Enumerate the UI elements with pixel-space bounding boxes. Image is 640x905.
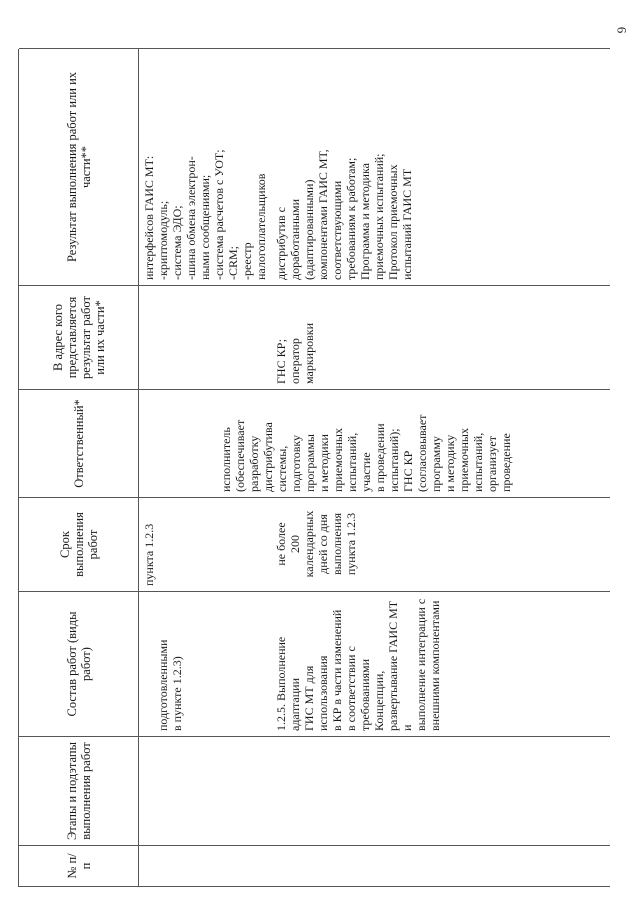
cont-result-cell <box>142 48 268 285</box>
cell-line: испытаний, <box>471 432 485 492</box>
cell-line: выполнения <box>330 512 344 576</box>
column-divider <box>139 845 610 886</box>
cell-line: интерфейсов ГАИС МТ: <box>142 155 156 280</box>
header-responsible: Ответственный* <box>19 389 139 497</box>
cell-line: оператор <box>288 338 302 384</box>
cell-line: дней со дня <box>316 514 330 574</box>
cell-line: проведение <box>499 433 513 492</box>
cell-line: испытаний ГАИС МТ <box>400 168 414 280</box>
cell-line: исполнитель <box>219 427 233 492</box>
cell-line: Программа и методика <box>358 163 372 280</box>
cell-line: -криптомодуль; <box>156 200 170 280</box>
cell-line: дистрибутива <box>261 422 275 492</box>
cell-line: налогоплательщиков <box>254 173 268 280</box>
cell-line: выполнение интеграции с <box>414 598 428 731</box>
cell-line: программу <box>429 436 443 492</box>
cell-line: -шина обмена электрон- <box>184 156 198 280</box>
cell-line: -система ЭДО; <box>170 205 184 280</box>
cell-line: развертывание ГАИС МТ и <box>386 600 414 731</box>
cell-line: требованиями Концепции, <box>358 658 386 731</box>
cell-line: (согласовывает <box>415 414 429 492</box>
cell-line: приемочных <box>457 428 471 492</box>
header-deadline: Срок выполнения работ <box>19 497 139 591</box>
cell-line: приемочных испытаний; <box>372 153 386 280</box>
row-125-works-cell <box>274 591 442 736</box>
cell-line: (адаптированными) <box>302 179 316 280</box>
cell-line: в КР в части изменений <box>330 609 344 731</box>
cell-line: пункта 1.2.3 <box>142 523 156 586</box>
cont-deadline-cell <box>142 497 156 591</box>
header-recipient: В адрес кого представляется результат работ или их части* <box>19 285 139 389</box>
cell-line: программы <box>303 434 317 492</box>
row-125-deadline-cell <box>274 497 358 591</box>
cell-line: подготовку <box>289 434 303 492</box>
cell-line: не более <box>274 522 288 566</box>
header-stages: Этапы и подэтапы выполнения работ <box>19 736 139 845</box>
cell-line: ными сообщениями; <box>198 174 212 280</box>
header-works: Состав работ (виды работ) <box>19 591 139 736</box>
cell-line: -CRM; <box>226 245 240 280</box>
column-divider <box>139 736 610 845</box>
cell-line: подготовленными <box>156 639 170 731</box>
cell-line: компонентами ГАИС МТ, <box>316 149 330 280</box>
cell-line: 200 календарных <box>288 510 316 578</box>
cell-line: системы, <box>275 445 289 492</box>
cell-line: и методику <box>443 434 457 492</box>
cell-line: в пункте 1.2.3) <box>170 656 184 731</box>
cell-line: испытаний); <box>387 428 401 492</box>
cell-line: в проведении <box>373 423 387 492</box>
cell-line: пункта 1.2.3 <box>344 512 358 576</box>
cell-line: испытаний, участие <box>345 432 373 492</box>
cell-line: организует <box>485 436 499 492</box>
cont-works-cell <box>156 591 184 736</box>
row-125-recipient-cell <box>274 285 316 389</box>
cell-line: доработанными <box>288 198 302 280</box>
cell-line: -реестр <box>240 242 254 280</box>
header-result: Результат выполнения работ или их части** <box>19 48 139 285</box>
column-divider <box>139 497 610 591</box>
row-125-result-cell <box>274 48 414 285</box>
header-num: № п/п <box>19 845 139 886</box>
cell-line: маркировки <box>302 322 316 384</box>
cell-line: приемочных <box>331 428 345 492</box>
cell-line: дистрибутив с <box>274 207 288 280</box>
cell-line: (обеспечивает <box>233 419 247 492</box>
cell-line: ГНС КР <box>401 450 415 492</box>
cell-line: в соответствии с <box>344 646 358 731</box>
cell-line: Протокол приемочных <box>386 164 400 280</box>
cell-line: разработку <box>247 435 261 492</box>
work-schedule-table <box>18 49 610 887</box>
cell-line: и методики <box>317 434 331 492</box>
column-divider <box>139 285 610 389</box>
cell-line: ГИС МТ для использования <box>302 655 330 731</box>
cell-line: соответствующими <box>330 180 344 280</box>
cell-line: ГНС КР; <box>274 338 288 384</box>
page-number: 6 <box>614 26 630 34</box>
cell-line: внешними компонентами <box>428 600 442 731</box>
cell-line: 1.2.5. Выполнение адаптации <box>274 636 302 731</box>
cell-line: -система расчетов с УОТ; <box>212 149 226 280</box>
row-125-responsible-cell <box>219 389 513 497</box>
cell-line: требованиям к работам; <box>344 157 358 280</box>
